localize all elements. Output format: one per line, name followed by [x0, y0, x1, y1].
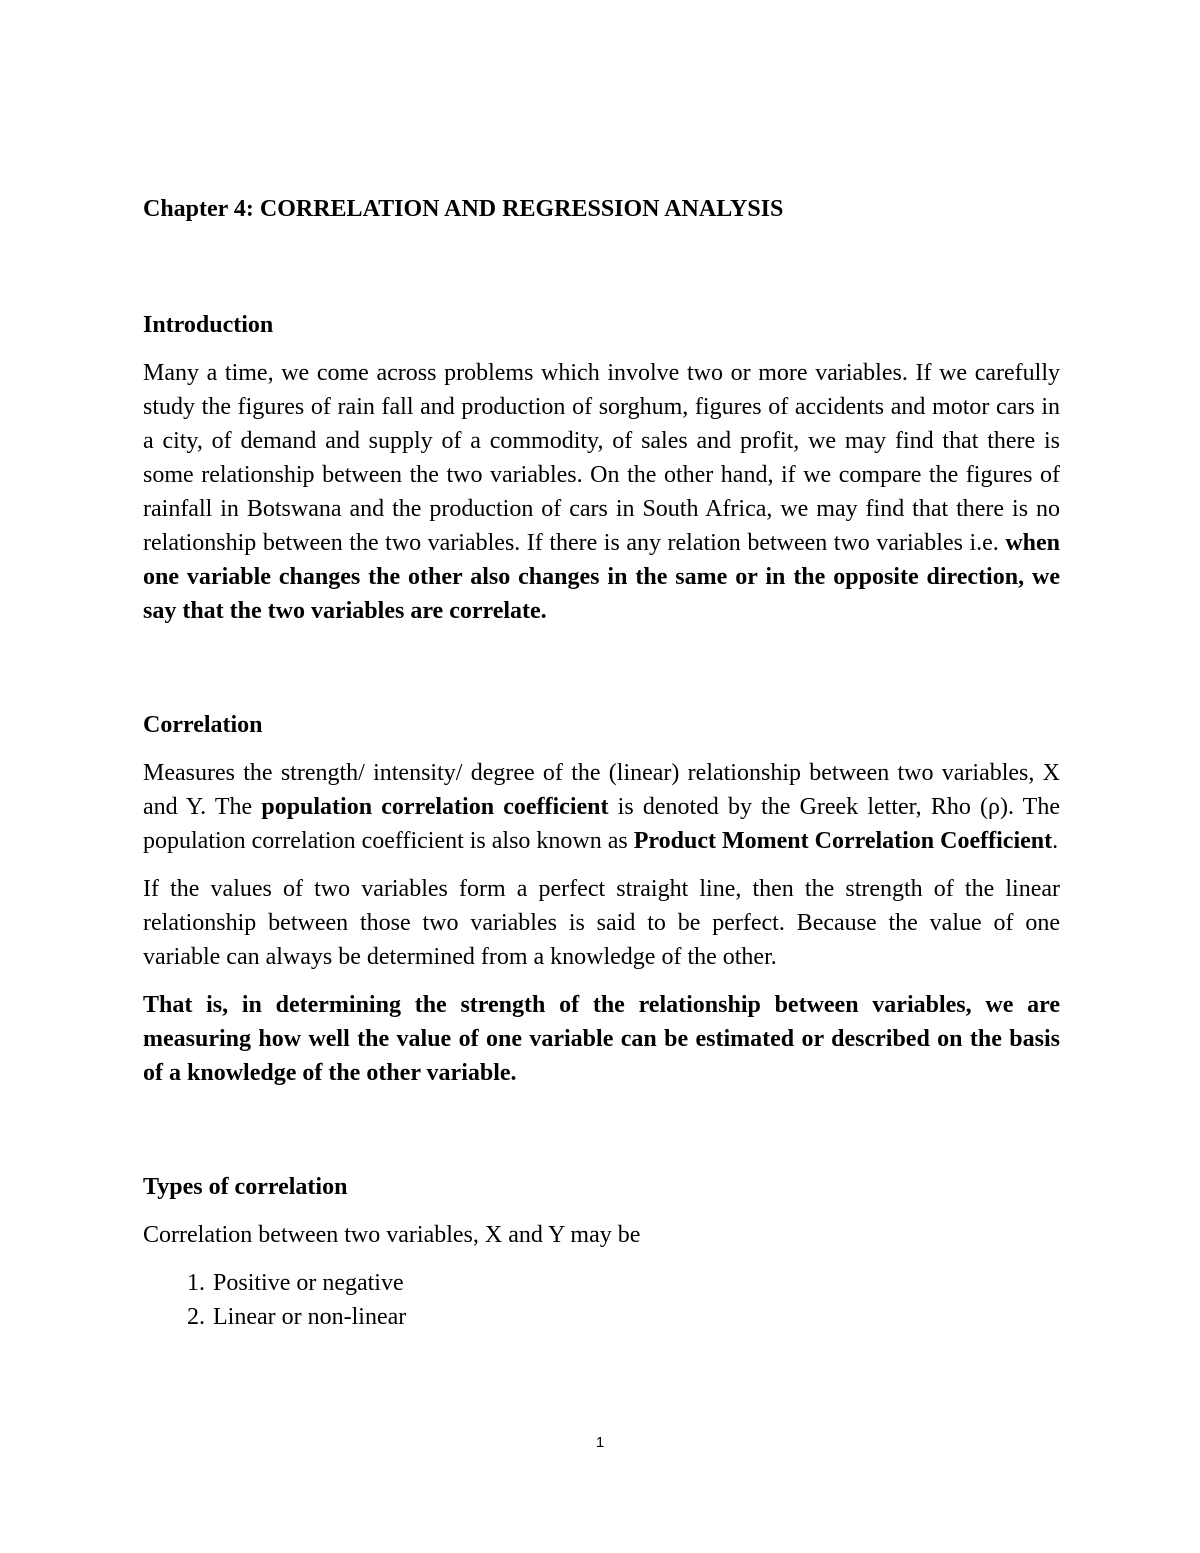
types-heading: Types of correlation	[143, 1174, 348, 1200]
introduction-heading: Introduction	[143, 312, 274, 338]
page-number: 1	[595, 1434, 605, 1451]
introduction-text: Many a time, we come across problems which involve two or more variables. If we carefully study the figures of rain fall and production of sorghum, figures of accidents and motor cars in a city, of demand and supply of a commodity, of sales and profit, we may find that there is some relationship between the two variables. On the other hand, if we compare the figures of rainfall in Botswana and the production of cars in South Africa, we may find that there is no relationship between the two variables. If there is any relation between two variables i.e.	[143, 360, 1060, 556]
correlation-text-a: Measures the strength/ intensity/ degree of the (linear) relationship between two variables, X and Y. The	[143, 760, 1060, 820]
strength-summary-paragraph: That is, in determining the strength of the relationship between variables, we are measuring how well the value of one variable can be estimated or described on the basis of a knowledge of the other variable.	[143, 992, 1060, 1086]
list-item: 2. Linear or non-linear	[211, 1300, 1060, 1334]
introduction-paragraph	[143, 356, 1060, 628]
types-intro: Correlation between two variables, X and Y may be	[143, 1222, 641, 1248]
types-list	[143, 1266, 1060, 1334]
introduction-bold-text: when one variable changes the other also changes in the same or in the opposite direction, we say that the two variables are correlate.	[143, 530, 1060, 624]
page-content	[143, 192, 1060, 1334]
correlation-text-e: .	[1052, 828, 1059, 854]
product-moment-term: Product Moment Correlation Coefficient	[633, 828, 1053, 854]
chapter-title: Chapter 4: CORRELATION AND REGRESSION ANALYSIS	[143, 196, 784, 222]
perfect-line-paragraph: If the values of two variables form a perfect straight line, then the strength of the linear relationship between those two variables is said to be perfect. Because the value of one variable can always be determined from a knowledge of the other.	[143, 876, 1060, 970]
population-correlation-coefficient-term: population correlation coefficient	[261, 794, 609, 820]
correlation-definition-paragraph	[143, 756, 1060, 858]
list-item: 1. Positive or negative	[211, 1266, 1060, 1300]
correlation-heading: Correlation	[143, 712, 263, 738]
correlation-text-c: is denoted by the Greek letter, Rho (ρ). The population correlation coefficient is also known as	[143, 794, 1060, 854]
